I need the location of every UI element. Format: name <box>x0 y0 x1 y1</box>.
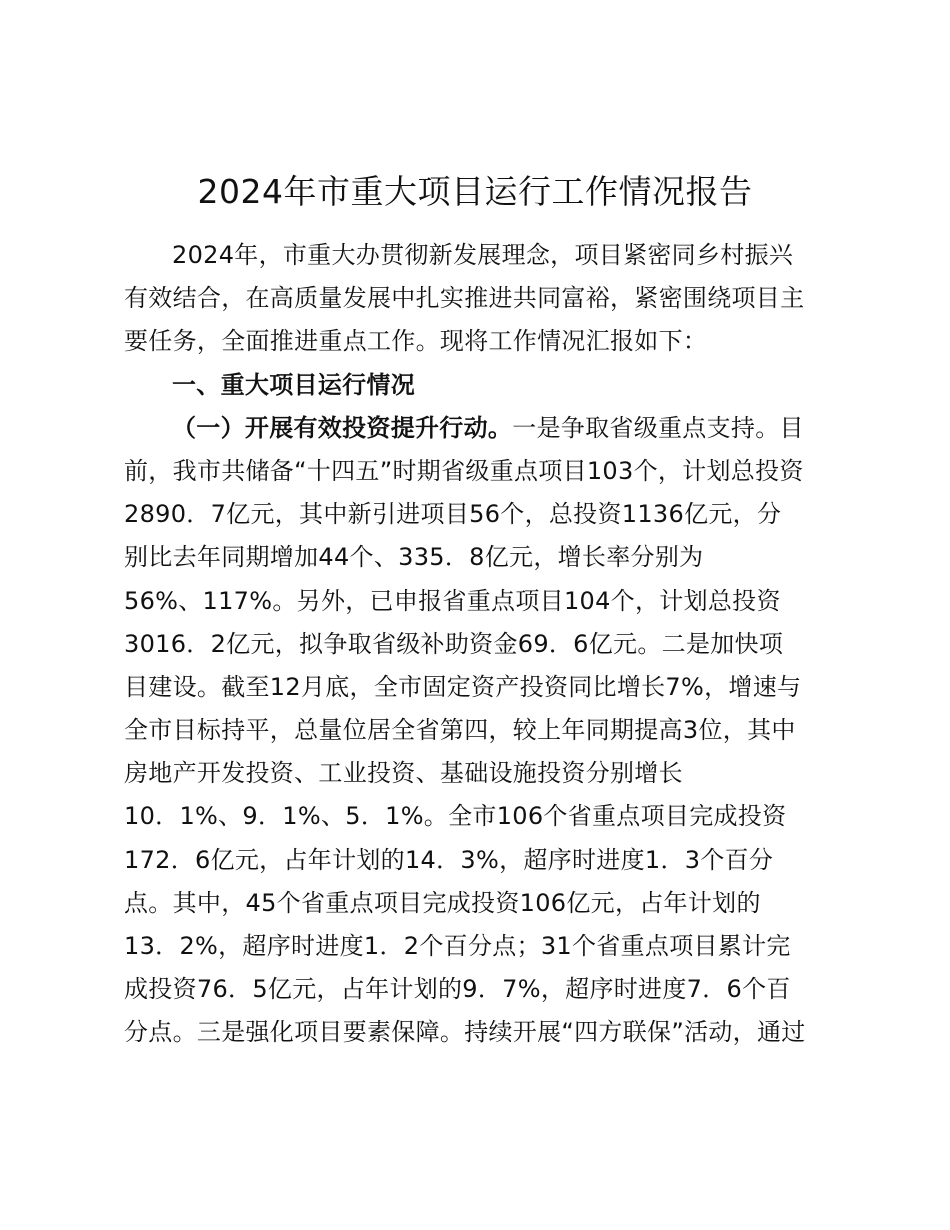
paragraph-line <box>124 407 844 450</box>
paragraph-line: 10．1%、9．1%、5．1%。全市106个省重点项目完成投资 <box>124 802 787 831</box>
section-heading: 一、重大项目运行情况 <box>172 370 415 399</box>
paragraph-line: 3016．2亿元，拟争取省级补助资金69．6亿元。二是加快项 <box>124 629 784 658</box>
paragraph-line: 172．6亿元，占年计划的14．3%，超序时进度1．3个百分 <box>124 845 774 874</box>
paragraph-line: 2890．7亿元，其中新引进项目56个，总投资1136亿元，分 <box>124 500 782 529</box>
paragraph-line: 全市目标持平，总量位居全省第四，较上年同期提高3位，其中 <box>124 716 796 745</box>
document-title: 2024年市重大项目运行工作情况报告 <box>197 172 753 211</box>
paragraph-line: 前，我市共储备“十四五”时期省级重点项目103个，计划总投资 <box>124 456 804 485</box>
paragraph-line: 分点。三是强化项目要素保障。持续开展“四方联保”活动，通过 <box>124 1018 806 1047</box>
paragraph-line: 目建设。截至12月底，全市固定资产投资同比增长7%，增速与 <box>124 672 802 701</box>
paragraph-line: 13．2%，超序时进度1．2个百分点；31个省重点项目累计完 <box>124 932 791 960</box>
paragraph-line: 56%、117%。另外，已申报省重点项目104个，计划总投资 <box>124 586 781 615</box>
paragraph-text: 一是争取省级重点支持。目 <box>512 413 804 442</box>
paragraph-line: 要任务，全面推进重点工作。现将工作情况汇报如下： <box>124 327 708 356</box>
paragraph-line: 房地产开发投资、工业投资、基础设施投资分别增长 <box>124 759 683 788</box>
subsection-heading: （一）开展有效投资提升行动。 <box>172 413 513 442</box>
paragraph-line: 2024年，市重大办贯彻新发展理念，项目紧密同乡村振兴 <box>172 241 794 269</box>
paragraph-line: 点。其中，45个省重点项目完成投资106亿元，占年计划的 <box>124 888 761 917</box>
paragraph-line: 有效结合，在高质量发展中扎实推进共同富裕，紧密围绕项目主 <box>124 284 805 313</box>
paragraph-line: 成投资76．5亿元，占年计划的9．7%，超序时进度7．6个百 <box>124 975 791 1004</box>
paragraph-line: 别比去年同期增加44个、335．8亿元，增长率分别为 <box>124 543 704 572</box>
document-body <box>124 234 844 1055</box>
